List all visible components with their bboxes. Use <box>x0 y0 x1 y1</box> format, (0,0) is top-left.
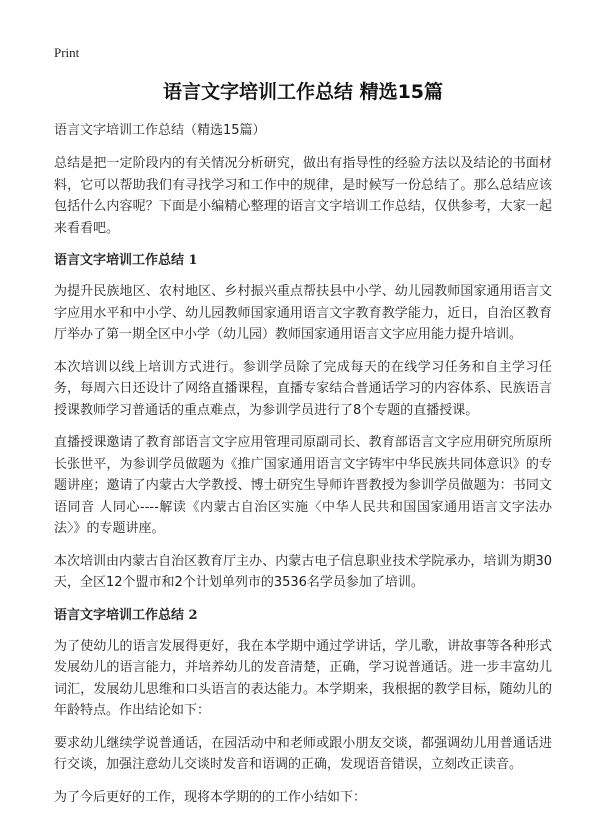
section-paragraph: 直播授课邀请了教育部语言文字应用管理司原副司长、教育部语言文字应用研究所原所长张世平，为参训学员做题为《推广国家通用语言文字铸牢中华民族共同体意识》的专题讲座；邀请了内蒙古大学教授、博士研究生导师许晋教授为参训学员做题为：书同文 语同音 人同心----解读《内蒙古自治区实施〈中华人民共和国国家通用语言文字法办法〉》的专题讲座。 <box>54 435 552 536</box>
page-title: 语言文字培训工作总结 精选15篇 <box>162 81 444 103</box>
section-paragraph: 为了使幼儿的语言发展得更好，我在本学期中通过学讲话，学儿歌，讲故事等各种形式发展幼儿的语言能力，并培养幼儿的发音清楚，正确，学习说普通话。进一步丰富幼儿词汇，发展幼儿思维和口头语言的表达能力。本学期来，我根据的教学目标，随幼儿的年龄特点。作出结论如下： <box>54 638 552 718</box>
section-paragraph: 要求幼儿继续学说普通话，在园活动中和老师或跟小朋友交谈，都强调幼儿用普通话进行交谈，加强注意幼儿交谈时发音和语调的正确，发现语音错误，立刻改正读音。 <box>54 735 552 772</box>
section-paragraph: 为了今后更好的工作，现将本学期的的工作小结如下： <box>54 789 367 805</box>
section-heading: 语言文字培训工作总结 2 <box>54 607 198 623</box>
document-subtitle: 语言文字培训工作总结（精选15篇） <box>54 123 266 138</box>
print-link[interactable]: Print <box>54 45 80 60</box>
document-body <box>54 79 552 819</box>
intro-paragraph: 总结是把一定阶段内的有关情况分析研究，做出有指导性的经验方法以及结论的书面材料，它可以帮助我们有寻找学习和工作中的规律，是时候写一份总结了。那么总结应该包括什么内容呢？下面是小编精心整理的语言文字培训工作总结，仅供参考，大家一起来看看吧。 <box>54 156 552 236</box>
section-paragraph: 为提升民族地区、农村地区、乡村振兴重点帮扶县中小学、幼儿园教师国家通用语言文字应用水平和中小学、幼儿园教师国家通用语言文字教育教学能力，近日，自治区教育厅举办了第一期全区中小学（幼儿园）教师国家通用语言文字应用能力提升培训。 <box>54 284 552 342</box>
section-paragraph: 本次培训由内蒙古自治区教育厅主办、内蒙古电子信息职业技术学院承办，培训为期30天，全区12个盟市和2个计划单列市的3536名学员参加了培训。 <box>54 553 552 590</box>
section-paragraph: 本次培训以线上培训方式进行。参训学员除了完成每天的在线学习任务和自主学习任务，每周六日还设计了网络直播课程，直播专家结合普通话学习的内容体系、民族语言授课教师学习普通话的重点难点，为参训学员进行了8个专题的直播授课。 <box>54 359 552 418</box>
section-heading: 语言文字培训工作总结 1 <box>54 253 198 268</box>
